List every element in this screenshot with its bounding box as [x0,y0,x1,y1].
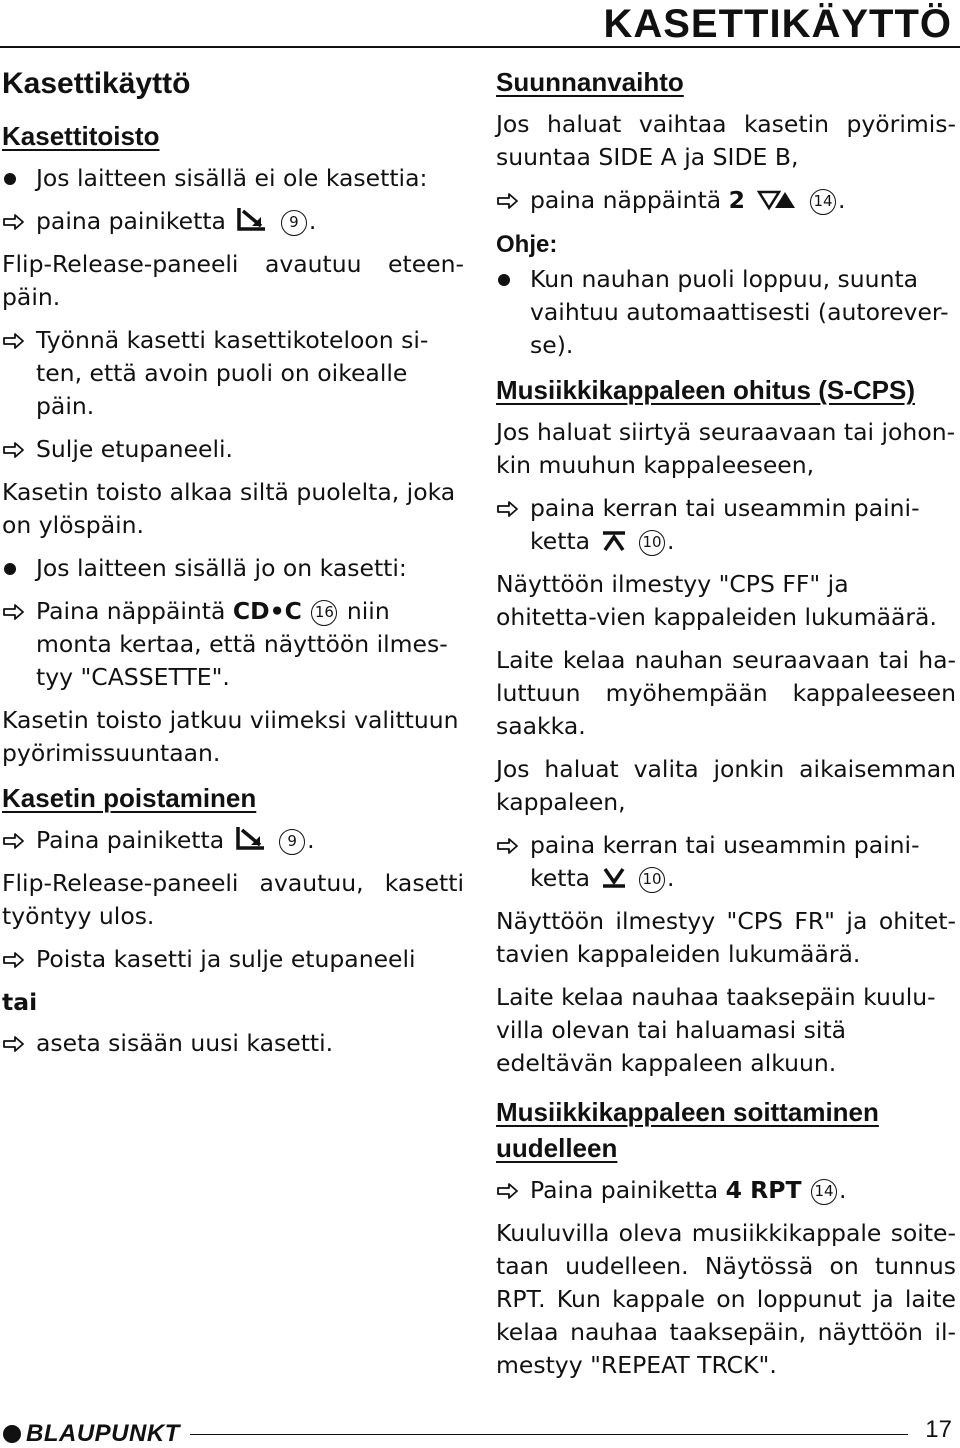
paragraph: Kuuluvilla oleva musiikkikappale soite-taan uudelleen. Näytössä on tunnus RPT. Kun kappale on loppunut ja laite kelaa nauhaa taaksepäin, näyttöön il-mestyy "REPEAT TRCK". [496,1219,956,1379]
bullet-dot-icon [498,274,510,286]
arrow-right-icon [2,441,26,459]
arrow-right-icon [2,332,26,350]
arrow-right-icon [2,951,26,969]
bullet-item [2,162,464,195]
ref-number-badge: 14 [811,1179,837,1205]
step-text: paina näppäintä [530,186,722,214]
skip-forward-icon [602,530,626,552]
ref-number-badge: 10 [639,867,665,893]
step-text: Sulje etupaneeli. [36,435,234,463]
step-item [496,829,956,895]
arrow-right-icon [2,832,26,850]
or-label: tai [2,988,38,1016]
chapter-title: Kasettikäyttö [2,67,191,100]
bullet-dot-icon [4,173,16,185]
ref-number-badge: 9 [279,829,305,855]
paragraph: Flip-Release-paneeli avautuu, kasetti työntyy ulos. [2,869,464,930]
step-item [2,433,464,466]
heading-suunnanvaihto: Suunnanvaihto [496,67,684,97]
step-text: aseta sisään uusi kasetti. [36,1029,334,1057]
punctuation: . [839,1176,847,1204]
left-column [2,64,464,1070]
arrow-right-icon [2,1035,26,1053]
footer-rule [190,1434,908,1435]
punctuation: . [308,207,317,235]
arrow-right-icon [496,192,520,210]
step-text: paina painiketta [36,207,226,235]
punctuation: . [667,527,675,555]
paragraph: Jos haluat valita jonkin aikaisemman kappaleen, [496,755,956,816]
key-label: 4 RPT [725,1176,802,1204]
brand-logo [2,1420,180,1448]
step-text: niin monta kertaa, että näyttöön ilmes-tyy "CASSETTE". [36,597,448,691]
step-item [2,205,464,238]
heading-repeat: Musiikkikappaleen soittaminen uudelleen [496,1097,879,1163]
arrow-right-icon [2,213,26,231]
step-text: Paina painiketta [36,826,225,854]
heading-kasettitoisto: Kasettitoisto [2,121,160,151]
step-item [2,595,464,694]
arrow-right-icon [496,837,520,855]
paragraph: Kasetin toisto alkaa siltä puolelta, joka on ylöspäin. [2,478,456,539]
step-item [2,824,464,857]
step-item [496,184,956,217]
arrow-right-icon [2,603,26,621]
step-item [2,324,464,423]
paragraph: Flip-Release-paneeli avautuu eteen-päin. [2,250,464,311]
punctuation: . [838,186,846,214]
arrow-right-icon [496,1182,520,1200]
eject-icon [237,206,267,232]
bullet-text: Kun nauhan puoli loppuu, suunta vaihtuu automaattisesti (autorever-se). [530,265,949,359]
step-text: Poista kasetti ja sulje etupaneeli [36,945,416,973]
ref-number-badge: 10 [639,530,665,556]
paragraph: Laite kelaa nauhaa taaksepäin kuulu-villa olevan tai haluamasi sitä edeltävän kappaleen alkuun. [496,983,936,1077]
right-column [496,64,956,1392]
ref-number-badge: 9 [281,210,307,236]
paragraph: Jos haluat siirtyä seuraavaan tai johon-kin muuhun kappaleeseen, [496,418,956,479]
step-text: Paina näppäintä [36,597,226,625]
paragraph: Näyttöön ilmestyy "CPS FR" ja ohitet-tavien kappaleiden lukumäärä. [496,907,956,968]
key-label: CD•C [232,597,302,625]
arrow-right-icon [496,500,520,518]
punctuation: . [667,864,675,892]
note-heading: Ohje: [496,231,558,258]
step-text: Työnnä kasetti kasettikoteloon si-ten, että avoin puoli on oikealle päin. [36,326,429,420]
ref-number-badge: 16 [311,600,337,626]
blaupunkt-dot-icon [2,1424,22,1444]
page-header-title: KASETTIKÄYTTÖ [603,2,952,46]
heading-s-cps: Musiikkikappaleen ohitus (S-CPS) [496,375,915,405]
paragraph: Kasetin toisto jatkuu viimeksi valittuun pyörimissuuntaan. [2,706,459,767]
step-item [496,1174,956,1207]
step-text: Paina painiketta [530,1176,719,1204]
bullet-text: Jos laitteen sisällä jo on kasetti: [36,554,407,582]
header-rule [0,46,960,48]
bullet-item [2,552,464,585]
bullet-dot-icon [4,563,16,575]
step-text: paina kerran tai useammin paini-ketta [530,494,920,555]
paragraph: Jos haluat vaihtaa kasetin pyörimis-suuntaa SIDE A ja SIDE B, [496,110,956,171]
bullet-item [496,263,956,362]
punctuation: . [307,826,315,854]
eject-icon [236,825,266,851]
paragraph: Laite kelaa nauhan seuraavaan tai ha-luttuun myöhempään kappaleeseen saakka. [496,646,956,740]
ref-number-badge: 14 [810,189,836,215]
heading-kasetin-poistaminen: Kasetin poistaminen [2,783,257,813]
brand-name: BLAUPUNKT [26,1420,180,1447]
direction-switch-icon [757,189,797,211]
step-item [2,943,464,976]
paragraph: Näyttöön ilmestyy "CPS FF" ja ohitetta-vien kappaleiden lukumäärä. [496,570,937,631]
step-item [496,492,956,558]
step-text: paina kerran tai useammin paini-ketta [530,831,920,892]
skip-back-icon [602,867,626,889]
key-label: 2 [728,186,746,214]
step-item [2,1027,464,1060]
page-number: 17 [925,1416,952,1443]
bullet-text: Jos laitteen sisällä ei ole kasettia: [36,164,428,192]
